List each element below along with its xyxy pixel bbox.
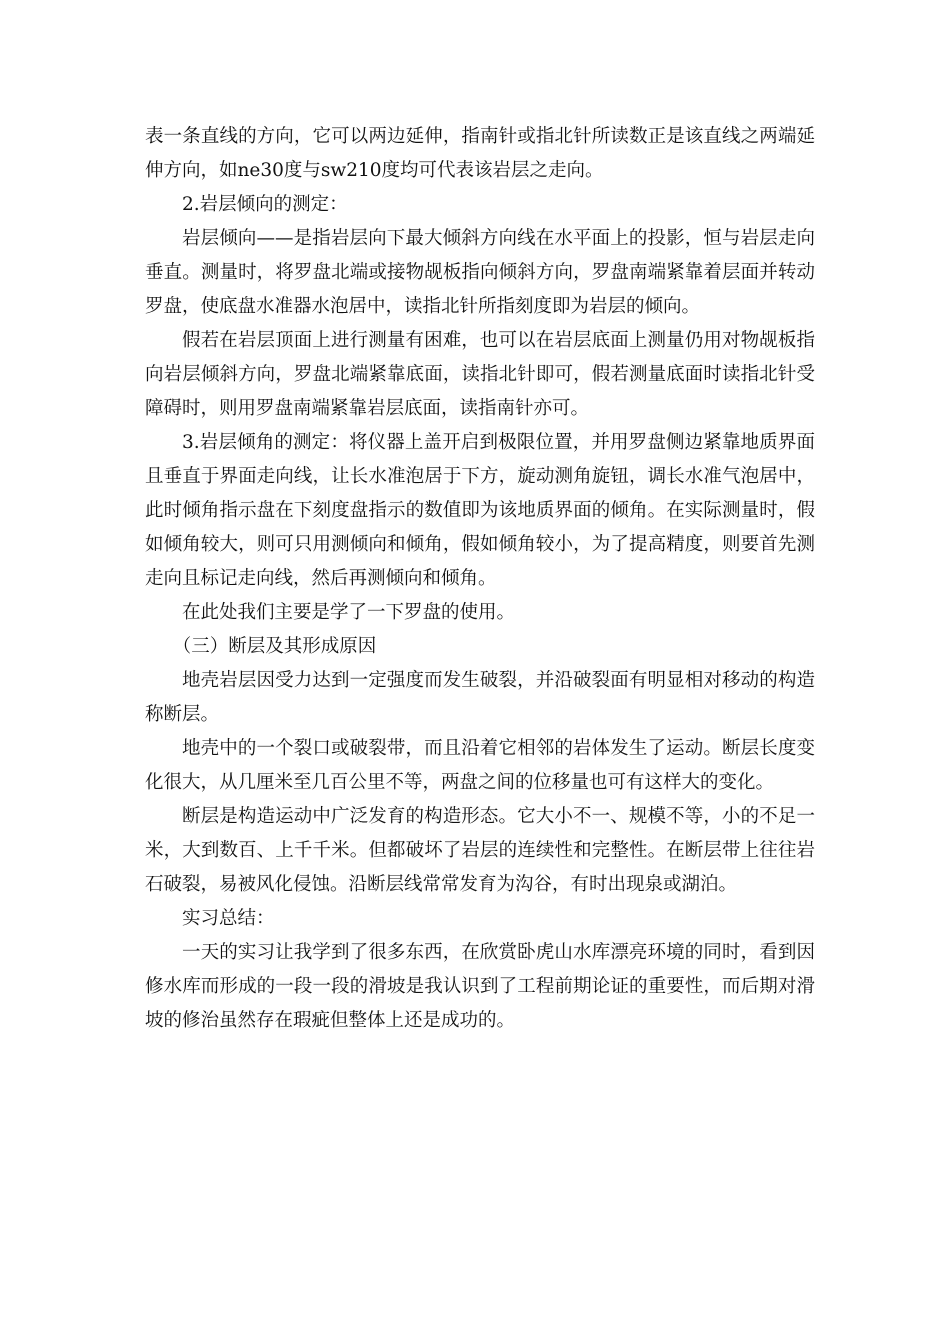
paragraph-dip-direction-bottom: 假若在岩层顶面上进行测量有困难，也可以在岩层底面上测量仍用对物觇板指向岩层倾斜方向，罗盘北端紧靠底面，读指北针即可，假若测量底面时读指北针受障碍时，则用罗盘南端紧靠岩层底面，读指南针亦可。 [145,330,815,419]
document-body [145,120,815,1038]
heading-faults: （三）断层及其形成原因 [172,636,377,657]
paragraph-internship-summary: 一天的实习让我学到了很多东西，在欣赏卧虎山水库漂亮环境的同时，看到因修水库而形成的一段一段的滑坡是我认识到了工程前期论证的重要性，而后期对滑坡的修治虽然存在瑕疵但整体上还是成功的。 [145,942,815,1031]
paragraph-fault-movement: 地壳中的一个裂口或破裂带，而且沿着它相邻的岩体发生了运动。断层长度变化很大，从几厘米至几百公里不等，两盘之间的位移量也可有这样大的变化。 [145,738,815,793]
heading-dip-direction: 2.岩层倾向的测定： [182,194,348,215]
paragraph-dip-direction-definition: 岩层倾向——是指岩层向下最大倾斜方向线在水平面上的投影，恒与岩层走向垂直。测量时，将罗盘北端或接物觇板指向倾斜方向，罗盘南端紧靠着层面并转动罗盘，使底盘水准器水泡居中，读指北针所指刻度即为岩层的倾向。 [145,228,815,317]
paragraph-fault-definition: 地壳岩层因受力达到一定强度而发生破裂，并沿破裂面有明显相对移动的构造称断层。 [145,670,815,725]
paragraph-dip-angle: 3.岩层倾角的测定：将仪器上盖开启到极限位置，并用罗盘侧边紧靠地质界面且垂直于界面走向线，让长水准泡居于下方，旋动测角旋钮，调长水准气泡居中，此时倾角指示盘在下刻度盘指示的数值即为该地质界面的倾角。在实际测量时，假如倾角较大，则可只用测倾向和倾角，假如倾角较小，为了提高精度，则要首先测走向且标记走向线，然后再测倾向和倾角。 [145,432,815,589]
paragraph-fault-scale: 断层是构造运动中广泛发育的构造形态。它大小不一、规模不等，小的不足一米，大到数百、上千千米。但都破坏了岩层的连续性和完整性。在断层带上往往岩石破裂，易被风化侵蚀。沿断层线常常发育为沟谷，有时出现泉或湖泊。 [145,806,815,895]
paragraph-compass-summary: 在此处我们主要是学了一下罗盘的使用。 [182,602,516,623]
heading-internship-summary: 实习总结： [182,908,275,929]
paragraph-strike-continuation: 表一条直线的方向，它可以两边延伸，指南针或指北针所读数正是该直线之两端延伸方向，如ne30度与sw210度均可代表该岩层之走向。 [145,126,815,181]
